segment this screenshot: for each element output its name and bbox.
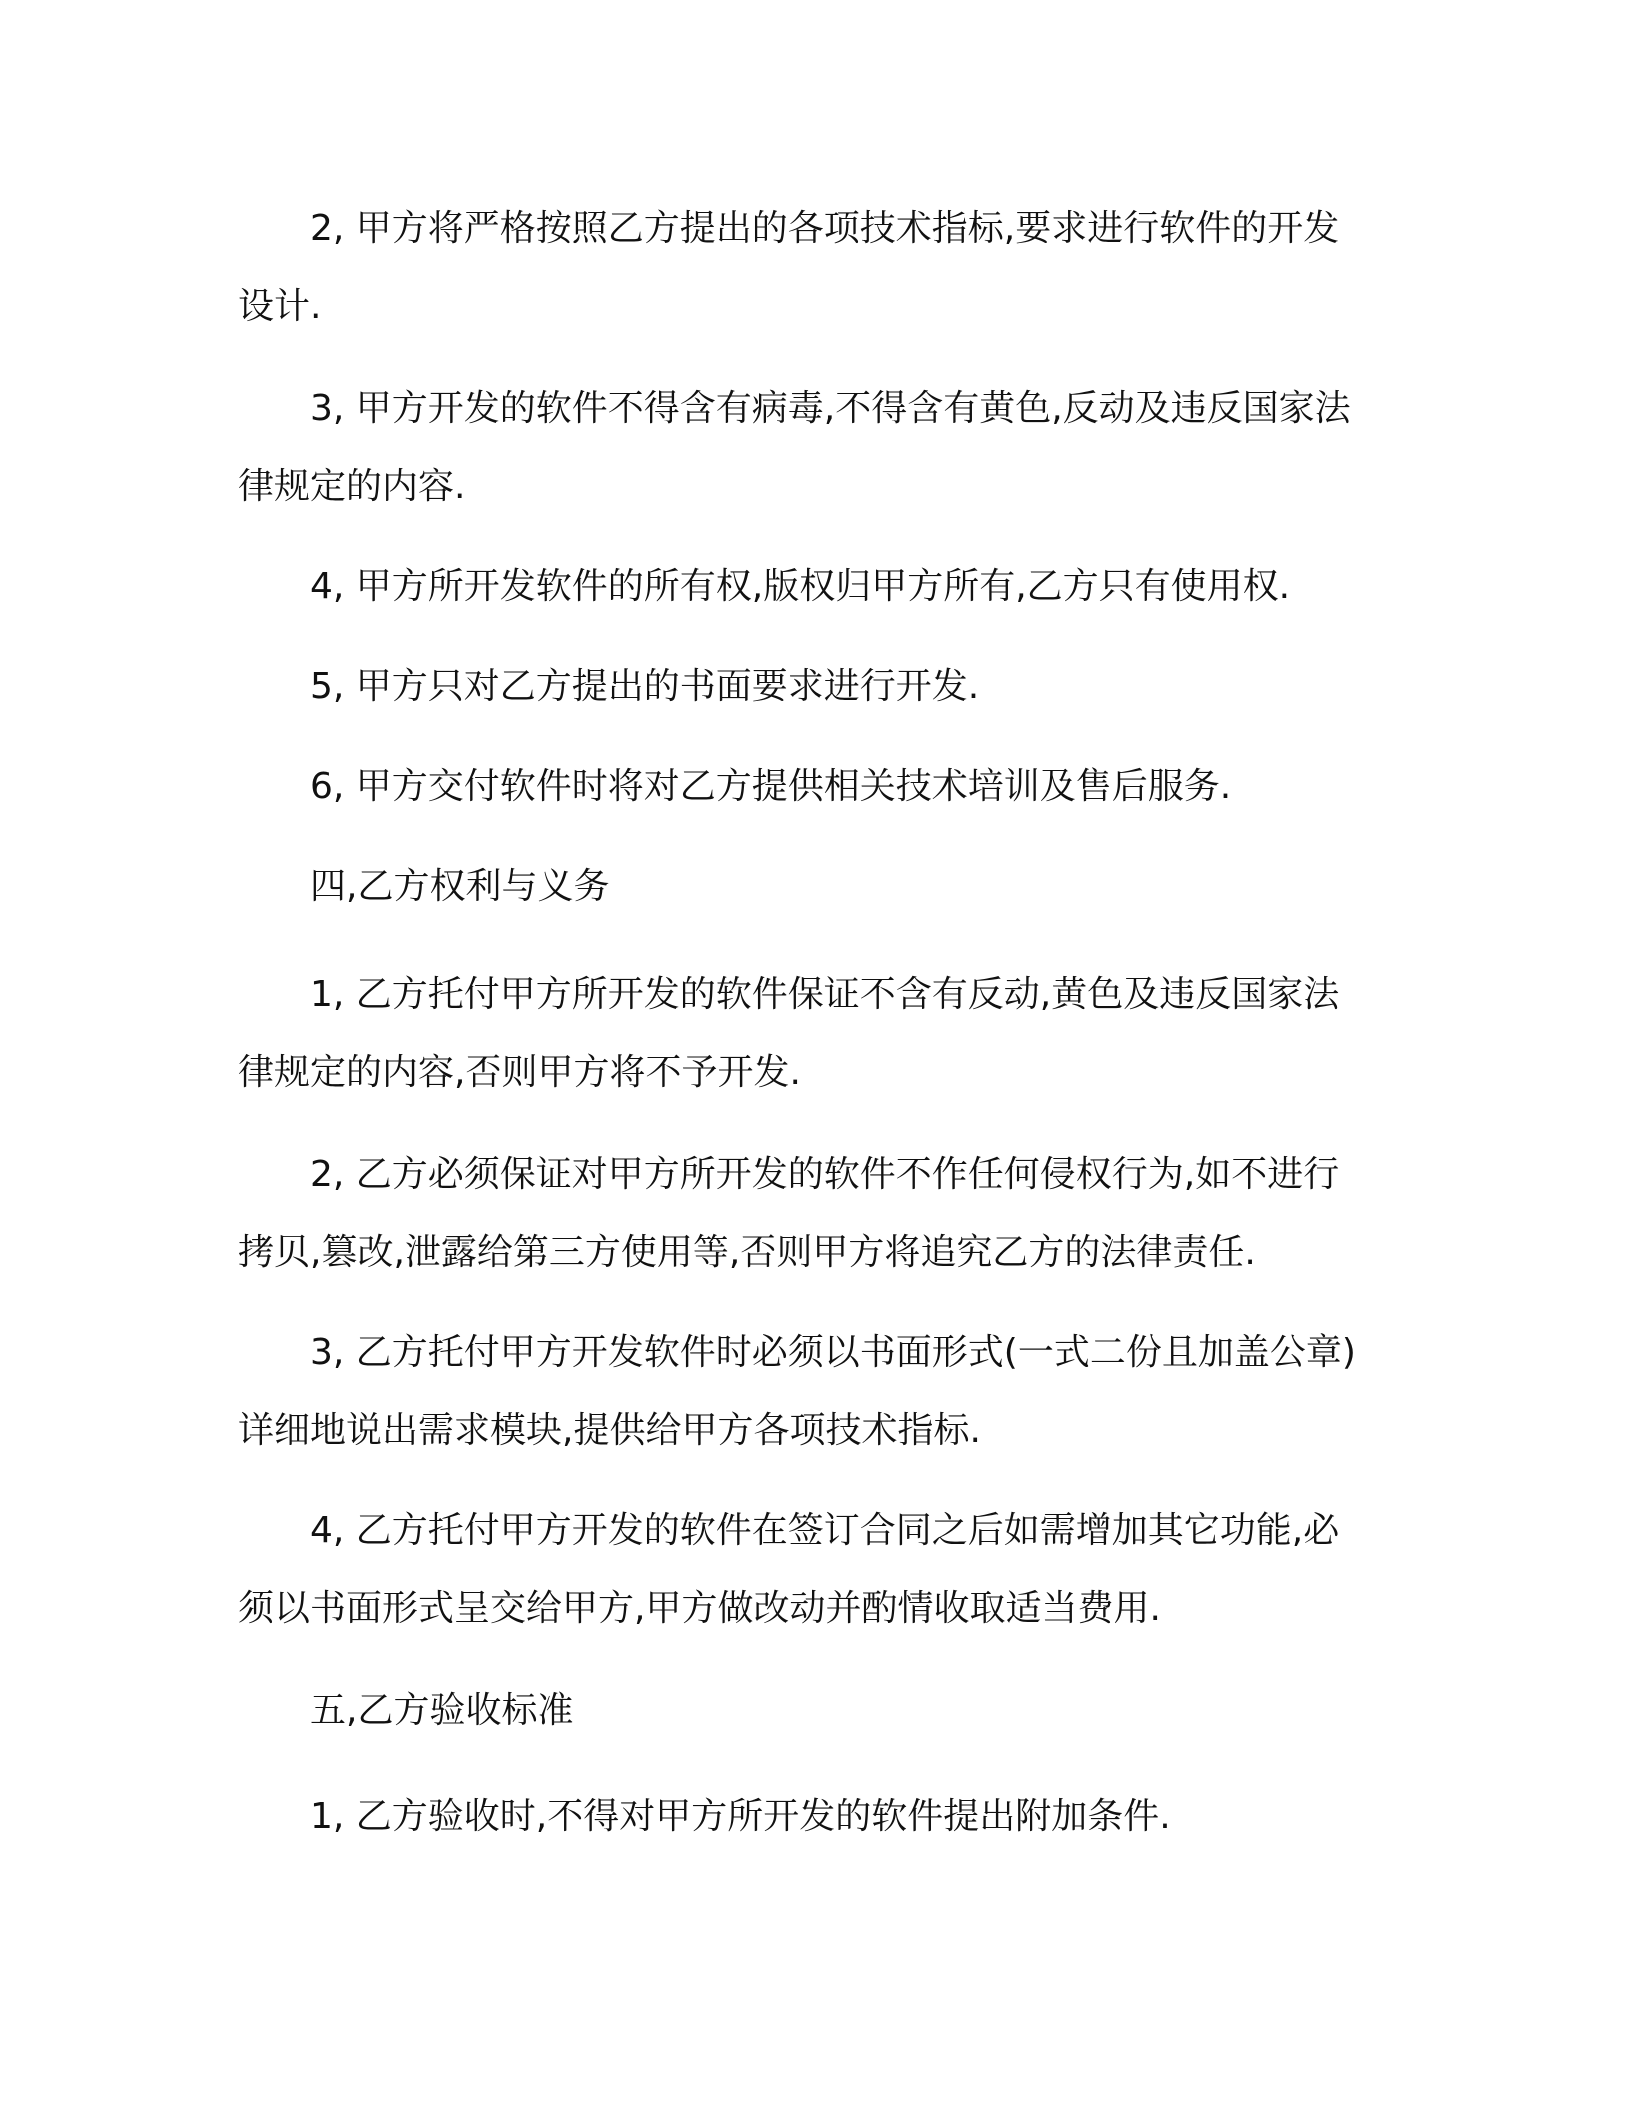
paragraph-training-service: 6, 甲方交付软件时将对乙方提供相关技术培训及售后服务.	[238, 766, 1232, 807]
section-heading-acceptance-standard: 五,乙方验收标准	[238, 1690, 574, 1731]
paragraph-no-virus: 3, 甲方开发的软件不得含有病毒,不得含有黄色,反动及违反国家法律规定的内容.	[238, 388, 1351, 507]
paragraph-acceptance-conditions: 1, 乙方验收时,不得对甲方所开发的软件提出附加条件.	[238, 1796, 1171, 1837]
section-heading-party-b-rights: 四,乙方权利与义务	[238, 866, 610, 907]
paragraph-ownership: 4, 甲方所开发软件的所有权,版权归甲方所有,乙方只有使用权.	[238, 566, 1291, 607]
paragraph-content-guarantee: 1, 乙方托付甲方所开发的软件保证不含有反动,黄色及违反国家法律规定的内容,否则甲方将不予开发.	[238, 974, 1340, 1093]
paragraph-additional-functions: 4, 乙方托付甲方开发的软件在签订合同之后如需增加其它功能,必须以书面形式呈交给甲方,甲方做改动并酌情收取适当费用.	[238, 1510, 1340, 1629]
paragraph-written-form: 3, 乙方托付甲方开发软件时必须以书面形式(一式二份且加盖公章)详细地说出需求模块,提供给甲方各项技术指标.	[238, 1332, 1356, 1451]
paragraph-written-requirements: 5, 甲方只对乙方提出的书面要求进行开发.	[238, 666, 980, 707]
paragraph-dev-design: 2, 甲方将严格按照乙方提出的各项技术指标,要求进行软件的开发设计.	[238, 208, 1340, 327]
paragraph-no-infringement: 2, 乙方必须保证对甲方所开发的软件不作任何侵权行为,如不进行拷贝,篡改,泄露给第三方使用等,否则甲方将追究乙方的法律责任.	[238, 1154, 1340, 1273]
